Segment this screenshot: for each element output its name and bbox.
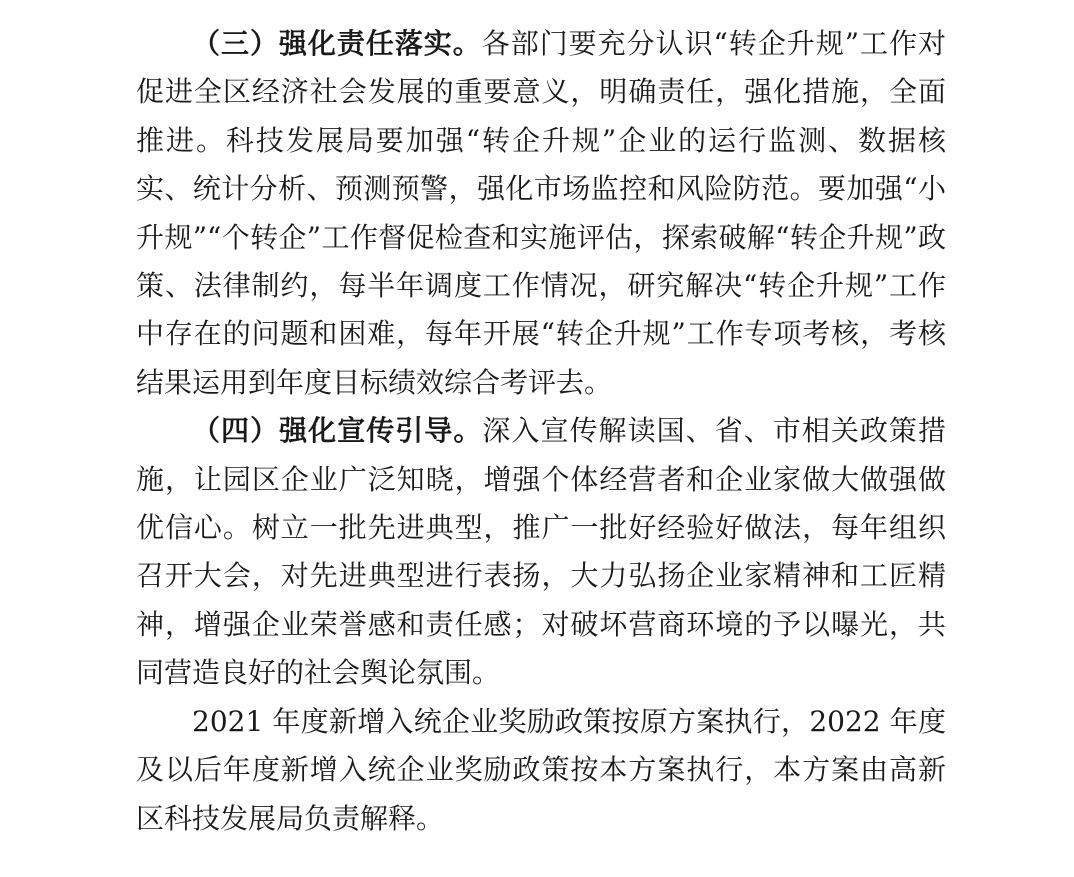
paragraph-body: 各部门要充分认识“转企升规”工作对促进全区经济社会发展的重要意义，明确责任，强化措施，全面推进。科技发展局要加强“转企升规”企业的运行监测、数据核实、统计分析、预测预警，强化市场监控和风险防范。要加强“小升规”“个转企”工作督促检查和实施评估，探索破解“转企升规”政策、法律制约，每半年调度工作情况，研究解决“转企升规”工作中存在的问题和困难，每年开展“转企升规”工作专项考核，考核结果运用到年度目标绩效综合考评去。 [136,27,946,399]
paragraph-heading: （三）强化责任落实。 [192,27,482,60]
paragraph-body: 2021 年度新增入统企业奖励政策按原方案执行，2022 年度及以后年度新增入统企业奖励政策按本方案执行，本方案由高新区科技发展局负责解释。 [136,704,946,835]
paragraph-heading: （四）强化宣传引导。 [192,414,483,448]
paragraph-body: 深入宣传解读国、省、市相关政策措施，让园区企业广泛知晓，增强个体经营者和企业家做大做强做优信心。树立一批先进典型，推广一批好经验好做法，每年组织召开大会，对先进典型进行表扬，大力弘扬企业家精神和工匠精神，增强企业荣誉感和责任感；对破坏营商环境的予以曝光，共同营造良好的社会舆论氛围。 [136,414,946,690]
paragraph-closing [136,698,946,843]
paragraph-publicity [136,407,946,697]
paragraph-responsibility [136,20,946,407]
document-page [136,20,946,843]
